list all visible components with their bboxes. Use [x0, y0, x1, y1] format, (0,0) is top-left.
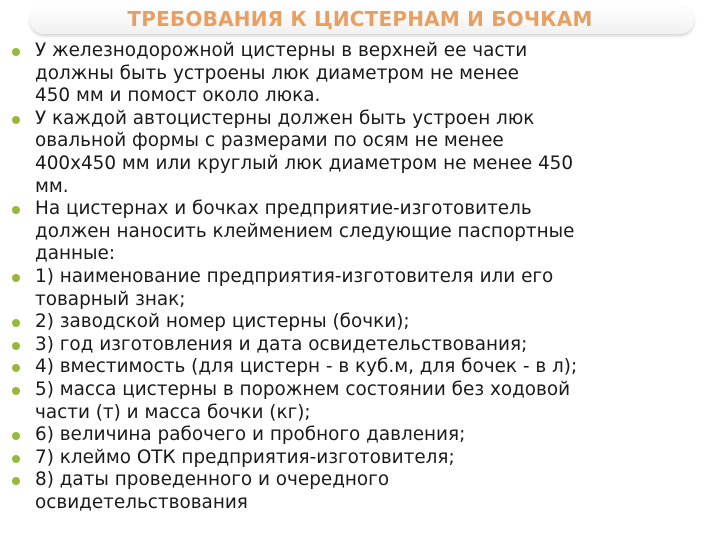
bullet-icon	[12, 274, 20, 282]
list-item	[10, 266, 716, 311]
bullet-icon	[12, 432, 20, 440]
bullet-icon	[12, 342, 20, 350]
bullet-icon	[12, 206, 20, 214]
list-item-text: 5) масса цистерны в порожнем состоянии без ходовой части (т) и масса бочки (кг);	[35, 378, 571, 423]
list-item	[10, 40, 716, 108]
list-item-text: 8) даты проведенного и очередного освидетельствования	[35, 469, 390, 513]
list-item	[10, 356, 716, 379]
list-item	[10, 447, 716, 470]
bullet-icon	[12, 387, 20, 395]
list-item	[10, 469, 716, 514]
list-item	[10, 379, 716, 424]
list-item-text: У каждой автоцистерны должен быть устроен люк овальной формы с размерами по осям не менее 400х450 мм или круглый люк диаметром не менее 450 мм.	[35, 107, 574, 197]
bullet-icon	[12, 319, 20, 327]
list-item-text: На цистернах и бочках предприятие-изготовитель должен наносить клеймением следующие паспортные данные:	[35, 198, 575, 265]
list-item	[10, 424, 716, 447]
list-item	[10, 198, 716, 266]
bullet-icon	[12, 48, 20, 56]
bullet-icon	[12, 455, 20, 463]
list-item	[10, 334, 716, 357]
list-item-text: 6) величина рабочего и пробного давления;	[35, 424, 466, 446]
slide-title: ТРЕБОВАНИЯ К ЦИСТЕРНАМ И БОЧКАМ	[127, 7, 593, 31]
bullet-icon	[12, 477, 20, 485]
list-item	[10, 108, 716, 198]
list-item	[10, 311, 716, 334]
list-item-text: 2) заводской номер цистерны (бочки);	[35, 311, 410, 333]
list-item-text: У железнодорожной цистерны в верхней ее части должны быть устроены люк диаметром не менее 450 мм и помост около люка.	[35, 40, 528, 107]
bullet-list	[10, 40, 716, 514]
list-item-text: 1) наименование предприятия-изготовителя или его товарный знак;	[35, 265, 554, 310]
list-item-text: 4) вместимость (для цистерн - в куб.м, для бочек - в л);	[35, 356, 578, 378]
bullet-icon	[12, 116, 20, 124]
bullet-icon	[12, 364, 20, 372]
list-item-text: 3) год изготовления и дата освидетельствования;	[35, 333, 528, 355]
list-item-text: 7) клеймо ОТК предприятия-изготовителя;	[35, 446, 455, 468]
